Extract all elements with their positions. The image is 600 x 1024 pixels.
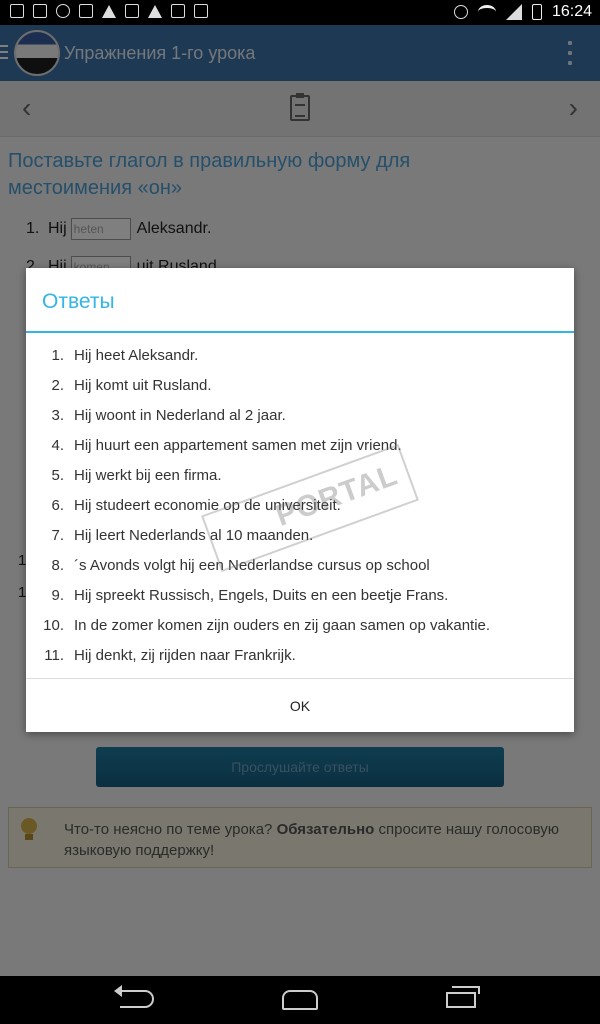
gmail-icon — [79, 4, 93, 18]
answer-text: Hij leert Nederlands al 10 maanden. — [74, 526, 314, 544]
answer-number: 6. — [51, 496, 64, 514]
watermark: PORTAL — [201, 444, 419, 572]
answer-number: 3. — [51, 406, 64, 424]
answer-number: 9. — [51, 586, 64, 604]
warning-icon — [102, 5, 116, 18]
status-bar — [0, 0, 600, 25]
answer-text: Hij huurt een appartement samen met zijn vriend. — [74, 436, 402, 454]
sync-icon — [56, 4, 70, 18]
answer-text: Hij studeert economie op de universiteit. — [74, 496, 341, 514]
ok-button[interactable]: OK — [26, 678, 574, 732]
answer-text: Hij spreekt Russisch, Engels, Duits en een beetje Frans. — [74, 586, 449, 604]
warning-icon — [148, 5, 162, 18]
usb-icon — [10, 4, 24, 18]
system-icons — [454, 3, 592, 21]
clock: 16:24 — [551, 3, 592, 20]
mute-icon — [454, 5, 468, 19]
answer-item — [26, 640, 574, 670]
answer-number: 10. — [43, 616, 64, 634]
answer-item — [26, 610, 574, 640]
notification-icons — [10, 4, 208, 18]
signal-icon — [506, 4, 522, 20]
system-nav-bar — [0, 976, 600, 1024]
lock-icon — [33, 4, 47, 18]
answer-item — [26, 400, 574, 430]
dialog-divider — [26, 331, 574, 333]
recent-apps-icon[interactable] — [446, 992, 476, 1008]
answer-text: ´s Avonds volgt hij een Nederlandse cursus op school — [74, 556, 430, 574]
answer-number: 2. — [51, 376, 64, 394]
answer-number: 5. — [51, 466, 64, 484]
answer-number: 1. — [51, 346, 64, 364]
answer-number: 4. — [51, 436, 64, 454]
answer-number: 11. — [44, 646, 64, 664]
answer-number: 7. — [51, 526, 64, 544]
answer-item — [26, 340, 574, 370]
answer-text: Hij heet Aleksandr. — [74, 346, 199, 364]
answer-text: Hij komt uit Rusland. — [74, 376, 212, 394]
answer-text: In de zomer komen zijn ouders en zij gaan samen op vakantie. — [74, 616, 491, 634]
answer-item — [26, 430, 574, 460]
shopping-icon — [171, 4, 185, 18]
answer-item — [26, 550, 574, 580]
answer-number: 8. — [51, 556, 64, 574]
wifi-icon — [478, 5, 496, 19]
answer-text: Hij werkt bij een firma. — [74, 466, 222, 484]
battery-icon — [532, 4, 542, 20]
back-icon[interactable] — [120, 990, 154, 1008]
dialog-title: Ответы — [42, 290, 115, 313]
answer-item — [26, 370, 574, 400]
answer-text: Hij denkt, zij rijden naar Frankrijk. — [74, 646, 296, 664]
answer-text: Hij woont in Nederland al 2 jaar. — [74, 406, 286, 424]
image-icon — [125, 4, 139, 18]
answer-item — [26, 580, 574, 610]
home-icon[interactable] — [282, 990, 318, 1010]
shopping-icon — [194, 4, 208, 18]
